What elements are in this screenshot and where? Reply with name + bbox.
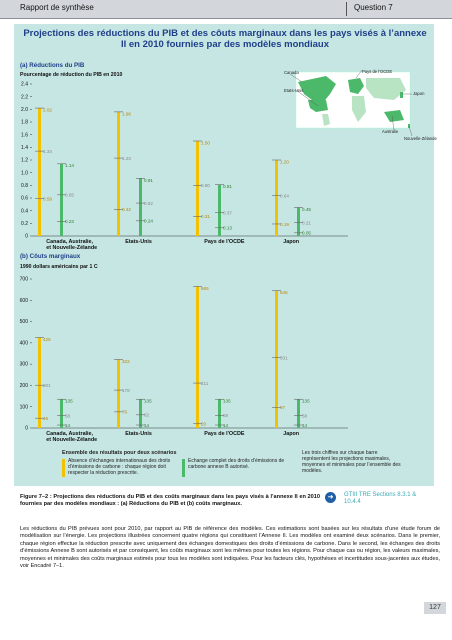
y-tick-label: 0.6: [21, 195, 28, 202]
bar-mean-label: 59: [223, 413, 229, 419]
y-tick-label: 200: [19, 383, 28, 390]
x-category-label: Japon: [283, 239, 300, 245]
y-tick-label: 0.4: [21, 208, 28, 215]
map-label-usa: Etats-Unis: [284, 88, 304, 93]
bar: [139, 399, 142, 428]
y-tick-label: 0: [25, 233, 28, 240]
map-label-oecd: Pays de l'OCDE: [362, 69, 393, 74]
bar-max-label: 2.02: [43, 107, 52, 113]
y-tick-label: 2.4: [21, 81, 28, 88]
bar: [297, 399, 300, 428]
bar-min-label: 0.42: [122, 207, 131, 213]
bar-min-label: 0.05: [302, 230, 311, 236]
legend-yellow-text: Absence d’échanges internationaux des droits d’émissions de carbone : chaque région doit respecter la réduction prescrite.: [68, 458, 171, 476]
bar-mean-label: 211: [201, 380, 209, 386]
bar-max-label: 0.81: [223, 184, 232, 190]
y-tick-label: 400: [19, 340, 28, 347]
x-category-label: Japon: [283, 431, 300, 437]
bar: [218, 399, 221, 428]
bar-min-label: 0.31: [201, 214, 210, 220]
bar-mean-label: 1.23: [122, 155, 131, 161]
bar-min-label: 0.24: [144, 218, 153, 224]
bar-min-label: 97: [280, 405, 286, 411]
bar: [117, 359, 120, 428]
bar-min-label: 14: [144, 422, 150, 428]
bar-max-label: 322: [122, 358, 130, 364]
bar-mean-label: 178: [122, 387, 130, 393]
panel-b-label: (b) Côuts marginaux: [20, 253, 81, 260]
bar-min-label: 0.59: [43, 196, 52, 202]
y-tick-label: 0.2: [21, 220, 28, 227]
bar-mean-label: 0.80: [201, 183, 210, 189]
bar-min-label: 46: [43, 416, 49, 422]
legend-note: Les trois chiffres sur chaque barre représentent les projections maximales, moyennes et minimales pour l’ensemble des modèles.: [302, 450, 401, 474]
bar-max-label: 135: [223, 398, 231, 404]
bar-max-label: 1.20: [280, 159, 289, 165]
y-tick-label: 1.2: [21, 157, 28, 164]
bar-mean-label: 0.21: [302, 220, 311, 226]
x-category-label: et Nouvelle-Zélande: [46, 245, 98, 251]
map-label-australia: Australie: [382, 129, 399, 134]
legend-green-swatch: [182, 459, 185, 477]
reference-link[interactable]: GTIII TRE Sections 8.3.1 & 10.4.4: [344, 492, 417, 505]
y-tick-label: 1.6: [21, 132, 28, 139]
header-left: Rapport de synthèse: [20, 3, 94, 12]
bar-min-label: 0.13: [223, 225, 232, 231]
bar-max-label: 135: [65, 398, 73, 404]
bar-max-label: 665: [201, 285, 209, 291]
bar-mean-label: 0.65: [65, 192, 74, 198]
caption-title: Figure 7–2 : Projections des réductions du PIB et des coûts marginaux dans les pays visés à l’annexe II en 2010 fournies par des modèles mondiaux : (a) Réductions du PIB et (b) coûts marginaux.: [20, 494, 320, 508]
y-tick-label: 500: [19, 319, 28, 326]
y-tick-label: 2.2: [21, 94, 28, 101]
map-label-japan: Japon: [413, 91, 425, 96]
panel-b-unit: 1990 dollars américains par 1 C: [20, 264, 98, 270]
legend-title: Ensemble des résultats pour deux scénarios: [62, 450, 177, 456]
x-category-label: Pays de l'OCDE: [204, 431, 245, 437]
map-label-canada: Canada: [284, 70, 299, 75]
bar-mean-label: 0.52: [144, 200, 153, 206]
bar-mean-label: 58: [302, 413, 308, 419]
bar-max-label: 425: [43, 336, 51, 342]
bar-max-label: 0.91: [144, 177, 153, 183]
bar-min-label: 76: [122, 409, 128, 415]
bar-max-label: 135: [302, 398, 310, 404]
caption-bold: [20, 494, 320, 509]
panel-a-unit: Pourcentage de réduction du PIB en 2010: [20, 72, 123, 78]
x-category-label: Etats-Unis: [125, 239, 152, 245]
bar: [60, 399, 63, 428]
bar-mean-label: 1.34: [43, 148, 52, 154]
bar-max-label: 0.45: [302, 206, 311, 212]
bar-mean-label: 62: [144, 412, 150, 418]
bar-mean-label: 0.64: [280, 193, 289, 199]
bar-min-label: 14: [223, 422, 229, 428]
panel-a-label: (a) Réductions du PIB: [20, 62, 85, 69]
y-tick-label: 1.4: [21, 144, 28, 151]
y-tick-label: 0.8: [21, 182, 28, 189]
bar-max-label: 1.50: [201, 140, 210, 146]
bar-max-label: 1.14: [65, 163, 74, 169]
map-label-nz: Nouvelle-Zélande: [404, 136, 437, 141]
y-tick-label: 100: [19, 404, 28, 411]
x-category-label: et Nouvelle-Zélande: [46, 437, 98, 443]
bar-mean-label: 201: [43, 383, 51, 389]
y-tick-label: 0: [25, 425, 28, 432]
caption-body: Les réductions du PIB prévues sont pour 2010, par rapport au PIB de référence des modèles. Ces estimations sont basées sur les résultats d’une étude forum de modélisation sur l’énergie. Les projections illustrées concernent quatre régions qui constituent l’Annexe II. Les modèles ont examiné deux scénarios. Dans le premier, chaque région effectue la réduction prescrite avec uniquement des échanges domestiques des droits d’émissions de carbone. Dans le second, les échanges des droits d’émissions Annexe B sont autorisés et par conséquent, les coûts marginaux sont les mêmes pour toutes les régions. Pour chaque cas ou région, les valeurs maximales, moyennes et minimales des coûts marginaux estimés pour tous les modèles sont indiquées. Pour les facteurs clés, hypothèses et incertitudes sous-jacentes aux études, voir Encadré 7–1.: [20, 526, 440, 570]
figure-title: Projections des réductions du PIB et des côuts marginaux dans les pays visés à l’annexe II en 2010 fournies par des modèles mondiaux: [23, 28, 427, 50]
bar: [38, 338, 41, 428]
bar-mean-label: 331: [280, 355, 288, 361]
page-number: 127: [424, 602, 446, 614]
bar-mean-label: 58: [65, 413, 71, 419]
y-tick-label: 2.0: [21, 106, 28, 113]
y-tick-label: 1.8: [21, 119, 28, 126]
bar-min-label: 14: [65, 422, 71, 428]
bar-min-label: 14: [302, 422, 308, 428]
legend-yellow-swatch: [62, 459, 65, 477]
bar: [196, 286, 199, 428]
bar-mean-label: 0.37: [223, 210, 232, 216]
x-category-label: Canada, Australie,: [46, 239, 94, 245]
y-tick-label: 300: [19, 361, 28, 368]
y-tick-label: 600: [19, 297, 28, 304]
reference-arrow-icon[interactable]: ➜: [325, 492, 336, 503]
x-category-label: Pays de l'OCDE: [204, 239, 245, 245]
bar-max-label: 135: [144, 398, 152, 404]
bar-min-label: 0.23: [65, 219, 74, 225]
x-category-label: Canada, Australie,: [46, 431, 94, 437]
legend-green-text: Echange complet des droits d’émissions de carbone annexe B autorisé.: [188, 458, 285, 470]
y-tick-label: 1.0: [21, 170, 28, 177]
bar-min-label: 20: [201, 421, 207, 427]
bar-min-label: 0.19: [280, 221, 289, 227]
bar-max-label: 1.96: [122, 111, 131, 117]
x-category-label: Etats-Unis: [125, 431, 152, 437]
y-tick-label: 700: [19, 276, 28, 283]
header-right: Question 7: [354, 3, 393, 12]
bar-max-label: 645: [280, 290, 288, 296]
